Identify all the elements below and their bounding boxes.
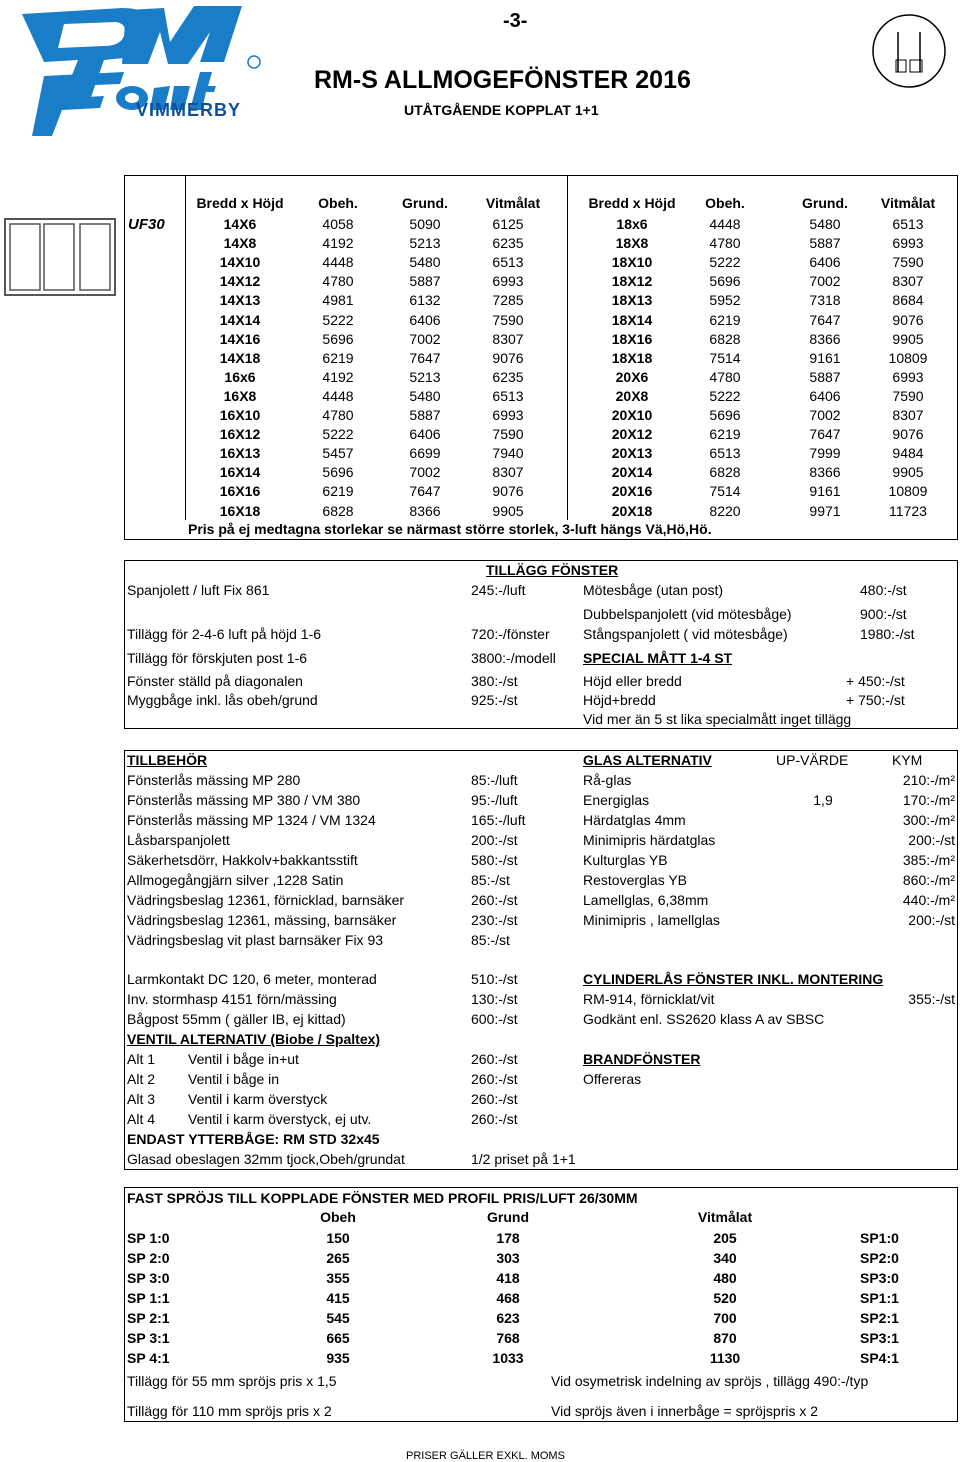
table-cell: 16X16	[219, 483, 261, 499]
tillagg-cell: Tillägg för 2-4-6 luft på höjd 1-6	[127, 626, 322, 642]
table-cell: 10809	[888, 350, 928, 366]
table-cell: 16X18	[219, 503, 261, 519]
table-cell: 7318	[809, 292, 841, 308]
table-cell: 6828	[322, 503, 354, 519]
table-cell: 7514	[709, 483, 741, 499]
brand-text: Offereras	[583, 1071, 642, 1087]
tillbehor-price: 95:-/luft	[471, 792, 518, 808]
tillbehor-price: 85:-/luft	[471, 772, 518, 788]
table-cell: 9484	[892, 445, 924, 461]
tillagg-cell: 720:-/fönster	[471, 626, 550, 642]
column-header: Bredd x Höjd	[588, 195, 676, 211]
glas-item: Lamellglas, 6,38mm	[583, 892, 709, 908]
tillagg-cell: 380:-/st	[471, 673, 518, 689]
table-cell: 4448	[322, 388, 354, 404]
tillbehor-item: Vädringsbeslag vit plast barnsäker Fix 93	[127, 932, 384, 948]
sprojs-column-header: Grund	[487, 1209, 529, 1225]
ventil-desc: Ventil i båge in+ut	[188, 1051, 299, 1067]
ventil-price: 260:-/st	[471, 1071, 518, 1087]
table-cell: 7590	[492, 426, 524, 442]
tillbehor-price: 85:-/st	[471, 872, 510, 888]
tillagg-cell: 900:-/st	[860, 606, 907, 622]
page-number: -3-	[503, 10, 528, 32]
table-cell: 6699	[409, 445, 441, 461]
table-cell: 18X10	[611, 254, 653, 270]
tillbehor-price: 580:-/st	[471, 852, 518, 868]
column-header: Grund.	[802, 195, 848, 211]
window-diagram-icon	[4, 218, 116, 296]
glas-item: Kulturglas YB	[583, 852, 668, 868]
table-cell: 5696	[709, 407, 741, 423]
tillbehor-item: Säkerhetsdörr, Hakkolv+bakkantsstift	[127, 852, 358, 868]
table-cell: 20X6	[615, 369, 649, 385]
table-cell: 5480	[409, 254, 441, 270]
tillagg-cell: SPECIAL MÅTT 1-4 ST	[583, 650, 733, 666]
tillbehor-item: Vädringsbeslag 12361, förnicklad, barnsäker	[127, 892, 405, 908]
table-cell: 5887	[409, 273, 441, 289]
table-cell: 9076	[892, 426, 924, 442]
table-cell: 8366	[809, 464, 841, 480]
table-cell: 5222	[322, 312, 354, 328]
glas-price: 210:-/m²	[902, 772, 955, 788]
tillbehor-item: Fönsterlås mässing MP 380 / VM 380	[127, 792, 361, 808]
table-cell: 16X13	[219, 445, 261, 461]
table-cell: 18X18	[611, 350, 653, 366]
table-cell: 10809	[888, 483, 928, 499]
tillagg-title: TILLÄGG FÖNSTER	[486, 562, 619, 578]
sprojs-row-code: SP1:1	[860, 1290, 899, 1306]
model-label: UF30	[128, 216, 165, 233]
table-cell: 6828	[709, 464, 741, 480]
ventil-desc: Ventil i båge in	[188, 1071, 280, 1087]
table-cell: 7647	[809, 426, 841, 442]
table-cell: 9161	[809, 350, 841, 366]
ventil-alt: Alt 4	[127, 1111, 156, 1127]
ventil-desc: Ventil i karm överstyck, ej utv.	[188, 1111, 372, 1127]
tillbehor-item: Vädringsbeslag 12361, mässing, barnsäker	[127, 912, 397, 928]
table-cell: 16x6	[224, 369, 256, 385]
table-cell: 8366	[409, 503, 441, 519]
brand-title: BRANDFÖNSTER	[583, 1051, 701, 1067]
sprojs-cell: 935	[326, 1350, 350, 1366]
glas-price: 860:-/m²	[902, 872, 955, 888]
sprojs-row-label: SP 2:1	[127, 1310, 170, 1326]
sprojs-row-label: SP 1:0	[127, 1230, 170, 1246]
table-cell: 9076	[492, 350, 524, 366]
glas-price: 170:-/m²	[902, 792, 955, 808]
sprojs-column-header: Vitmålat	[697, 1209, 753, 1225]
window-symbol-icon	[870, 12, 948, 90]
page-subtitle: UTÅTGÅENDE KOPPLAT 1+1	[404, 102, 599, 118]
sprojs-note: Vid osymetrisk indelning av spröjs , tillägg 490:-/typ	[551, 1373, 869, 1389]
ventil-alt: Alt 1	[127, 1051, 156, 1067]
tillagg-cell: Mötesbåge (utan post)	[583, 582, 724, 598]
table-cell: 9905	[492, 503, 524, 519]
sprojs-cell: 870	[713, 1330, 737, 1346]
tillbehor-item: Fönsterlås mässing MP 280	[127, 772, 301, 788]
glas-item: Restoverglas YB	[583, 872, 688, 888]
sprojs-row-code: SP3:0	[860, 1270, 899, 1286]
column-header: Obeh.	[318, 195, 358, 211]
table-cell: 5887	[809, 369, 841, 385]
sprojs-row-label: SP 1:1	[127, 1290, 170, 1306]
table-cell: 5887	[809, 235, 841, 251]
table-cell: 4192	[322, 369, 354, 385]
sprojs-cell: 545	[326, 1310, 350, 1326]
glas-item: Minimipris härdatglas	[583, 832, 716, 848]
tillagg-cell: 3800:-/modell	[471, 650, 556, 666]
table-cell: 20X10	[611, 407, 653, 423]
table-cell: 6993	[892, 235, 924, 251]
table-cell: 6513	[492, 254, 524, 270]
sprojs-cell: 700	[713, 1310, 737, 1326]
table-cell: 9076	[892, 312, 924, 328]
sprojs-cell: 303	[496, 1250, 520, 1266]
table-cell: 7647	[409, 483, 441, 499]
ventil-alt: Alt 3	[127, 1091, 156, 1107]
table-cell: 5213	[409, 369, 441, 385]
table-cell: 6219	[709, 312, 741, 328]
table-cell: 7647	[409, 350, 441, 366]
tillagg-cell: Spanjolett / luft Fix 861	[127, 582, 270, 598]
table-cell: 6132	[409, 292, 441, 308]
tillbehor-item: Låsbarspanjolett	[127, 832, 230, 848]
table-cell: 6406	[409, 426, 441, 442]
rm-fonster-logo	[4, 2, 262, 142]
table-cell: 5480	[809, 216, 841, 232]
endast-title: ENDAST YTTERBÅGE: RM STD 32x45	[127, 1131, 380, 1147]
cylinder-price: 355:-/st	[908, 991, 955, 1007]
table-cell: 9161	[809, 483, 841, 499]
column-header: Grund.	[402, 195, 448, 211]
sprojs-cell: 205	[713, 1230, 737, 1246]
tillbehor-price: 200:-/st	[471, 832, 518, 848]
table-cell: 4448	[709, 216, 741, 232]
table-cell: 6235	[492, 235, 524, 251]
table-cell: 8307	[492, 464, 524, 480]
table-cell: 20X12	[611, 426, 653, 442]
table-cell: 14X8	[223, 235, 257, 251]
table-cell: 14X13	[219, 292, 261, 308]
table-cell: 5222	[709, 388, 741, 404]
glas-uvarde: 1,9	[813, 792, 833, 808]
table-cell: 6993	[492, 407, 524, 423]
table-cell: 5952	[709, 292, 741, 308]
sprojs-cell: 468	[496, 1290, 520, 1306]
table-cell: 14X14	[219, 312, 261, 328]
table-cell: 16X8	[223, 388, 257, 404]
tillagg-cell: Höjd+bredd	[583, 692, 656, 708]
table-cell: 4780	[709, 369, 741, 385]
table-cell: 8366	[809, 331, 841, 347]
table-cell: 6235	[492, 369, 524, 385]
ventil-price: 260:-/st	[471, 1111, 518, 1127]
table-cell: 5222	[322, 426, 354, 442]
tillagg-cell: Höjd eller bredd	[583, 673, 682, 689]
glas-item: Rå-glas	[583, 772, 632, 788]
sprojs-cell: 520	[713, 1290, 737, 1306]
table-cell: 14X6	[223, 216, 257, 232]
table-cell: 9076	[492, 483, 524, 499]
table-cell: 6828	[709, 331, 741, 347]
table-cell: 5696	[322, 464, 354, 480]
column-header: Obeh.	[705, 195, 745, 211]
table-cell: 7285	[492, 292, 524, 308]
sprojs-cell: 340	[713, 1250, 737, 1266]
table-cell: 9971	[809, 503, 841, 519]
tillagg-cell: Vid mer än 5 st lika specialmått inget tillägg	[583, 711, 852, 727]
tillagg-cell: Tillägg för förskjuten post 1-6	[127, 650, 308, 666]
ventil-price: 260:-/st	[471, 1051, 518, 1067]
tillbehor-price: 260:-/st	[471, 892, 518, 908]
tillbehor-item: Larmkontakt DC 120, 6 meter, monterad	[127, 971, 377, 987]
table-cell: 4448	[322, 254, 354, 270]
table-cell: 7002	[409, 464, 441, 480]
table-cell: 5696	[322, 331, 354, 347]
table-cell: 6406	[809, 254, 841, 270]
table-cell: 6219	[709, 426, 741, 442]
ventil-desc: Ventil i karm överstyck	[188, 1091, 328, 1107]
table-cell: 6513	[492, 388, 524, 404]
table-cell: 5887	[409, 407, 441, 423]
table-cell: 5222	[709, 254, 741, 270]
table-cell: 14X12	[219, 273, 261, 289]
sprojs-note: Vid spröjs även i innerbåge = spröjspris x 2	[551, 1403, 819, 1419]
sprojs-row-label: SP 3:0	[127, 1270, 170, 1286]
table-cell: 8684	[892, 292, 924, 308]
tillbehor-item: Fönsterlås mässing MP 1324 / VM 1324	[127, 812, 376, 828]
tillagg-cell: 1980:-/st	[860, 626, 915, 642]
table-cell: 7647	[809, 312, 841, 328]
tillbehor-price: 85:-/st	[471, 932, 510, 948]
table-cell: 8307	[892, 273, 924, 289]
table-cell: 5090	[409, 216, 441, 232]
table-cell: 9905	[892, 331, 924, 347]
glas-item: Minimipris , lamellglas	[583, 912, 720, 928]
sprojs-cell: 415	[326, 1290, 350, 1306]
sprojs-cell: 355	[326, 1270, 350, 1286]
cylinder-item: Godkänt enl. SS2620 klass A av SBSC	[583, 1011, 825, 1027]
sprojs-row-code: SP1:0	[860, 1230, 899, 1246]
sprojs-row-code: SP4:1	[860, 1350, 899, 1366]
table-cell: 7999	[809, 445, 841, 461]
table-cell: 16X14	[219, 464, 261, 480]
tillbehor-price: 230:-/st	[471, 912, 518, 928]
cylinder-item: CYLINDERLÅS FÖNSTER INKL. MONTERING	[583, 971, 884, 987]
column-header: Bredd x Höjd	[196, 195, 284, 211]
table-cell: 8307	[892, 407, 924, 423]
table-cell: 18X14	[611, 312, 653, 328]
table-cell: 18X12	[611, 273, 653, 289]
column-header: Vitmålat	[880, 195, 936, 211]
table-cell: 20X16	[611, 483, 653, 499]
ventil-price: 260:-/st	[471, 1091, 518, 1107]
sprojs-note: Tillägg för 110 mm spröjs pris x 2	[127, 1403, 332, 1419]
table-cell: 7002	[409, 331, 441, 347]
table-cell: 7940	[492, 445, 524, 461]
tillagg-cell: + 750:-/st	[846, 692, 905, 708]
table-cell: 7590	[892, 254, 924, 270]
table-cell: 9905	[892, 464, 924, 480]
sprojs-row-code: SP3:1	[860, 1330, 899, 1346]
sprojs-cell: 480	[713, 1270, 737, 1286]
sprojs-cell: 768	[496, 1330, 520, 1346]
sprojs-row-label: SP 3:1	[127, 1330, 170, 1346]
tillbehor-price: 510:-/st	[471, 971, 518, 987]
sprojs-title: FAST SPRÖJS TILL KOPPLADE FÖNSTER MED PROFIL PRIS/LUFT 26/30MM	[127, 1190, 638, 1206]
table-cell: 7514	[709, 350, 741, 366]
sprojs-column-header: Obeh	[320, 1209, 356, 1225]
table-cell: 4981	[322, 292, 354, 308]
sprojs-cell: 150	[326, 1230, 350, 1246]
tillagg-cell: Stångspanjolett ( vid mötesbåge)	[583, 626, 788, 642]
price-table-footnote: Pris på ej medtagna storlekar se närmast större storlek, 3-luft hängs Vä,Hö,Hö.	[188, 521, 712, 537]
glas-price: 200:-/st	[908, 832, 955, 848]
sprojs-row-code: SP2:1	[860, 1310, 899, 1326]
tillagg-cell: 925:-/st	[471, 692, 518, 708]
kym-header: KYM	[892, 752, 923, 768]
table-cell: 18x6	[616, 216, 648, 232]
page-title: RM-S ALLMOGEFÖNSTER 2016	[314, 66, 691, 94]
glas-price: 300:-/m²	[902, 812, 955, 828]
table-cell: 14X10	[219, 254, 261, 270]
glas-item: Energiglas	[583, 792, 650, 808]
tillagg-cell: Dubbelspanjolett (vid mötesbåge)	[583, 606, 792, 622]
table-cell: 6219	[322, 350, 354, 366]
table-cell: 5457	[322, 445, 354, 461]
table-cell: 4780	[322, 273, 354, 289]
uvarde-header: UP-VÄRDE	[776, 752, 849, 768]
table-cell: 16X12	[219, 426, 261, 442]
table-cell: 6513	[892, 216, 924, 232]
footer-note: PRISER GÄLLER EXKL. MOMS	[406, 1450, 565, 1462]
tillagg-cell: + 450:-/st	[846, 673, 905, 689]
table-cell: 4780	[709, 235, 741, 251]
tillbehor-item: Allmogegångjärn silver ,1228 Satin	[127, 872, 344, 888]
table-cell: 7002	[809, 273, 841, 289]
tillbehor-item: Bågpost 55mm ( gäller IB, ej kittad)	[127, 1011, 346, 1027]
table-cell: 20X18	[611, 503, 653, 519]
ventil-alt: Alt 2	[127, 1071, 156, 1087]
table-cell: 8307	[492, 331, 524, 347]
table-cell: 6406	[809, 388, 841, 404]
table-cell: 6125	[492, 216, 524, 232]
table-cell: 6406	[409, 312, 441, 328]
table-cell: 11723	[889, 503, 927, 519]
table-cell: 7002	[809, 407, 841, 423]
sprojs-cell: 1130	[709, 1350, 741, 1366]
tillbehor-price: 130:-/st	[471, 991, 518, 1007]
table-cell: 5696	[709, 273, 741, 289]
table-cell: 6513	[709, 445, 741, 461]
logo-subtitle: VIMMERBY	[136, 100, 242, 120]
sprojs-cell: 1033	[492, 1350, 524, 1366]
sprojs-cell: 665	[326, 1330, 350, 1346]
tillagg-cell: Fönster ställd på diagonalen	[127, 673, 303, 689]
sprojs-cell: 178	[496, 1230, 520, 1246]
table-cell: 14X18	[219, 350, 261, 366]
table-cell: 4058	[322, 216, 354, 232]
table-cell: 6993	[492, 273, 524, 289]
table-cell: 18X8	[615, 235, 649, 251]
glas-price: 200:-/st	[908, 912, 955, 928]
table-cell: 18X13	[611, 292, 653, 308]
table-cell: 7590	[492, 312, 524, 328]
cylinder-item: RM-914, förnicklat/vit	[583, 991, 715, 1007]
tillbehor-item: Inv. stormhasp 4151 förn/mässing	[127, 991, 337, 1007]
endast-text: Glasad obeslagen 32mm tjock,Obeh/grundat	[127, 1151, 405, 1167]
tillbehor-price: 600:-/st	[471, 1011, 518, 1027]
sprojs-row-code: SP2:0	[860, 1250, 899, 1266]
endast-price: 1/2 priset på 1+1	[471, 1151, 576, 1167]
table-cell: 18X16	[611, 331, 653, 347]
table-cell: 4192	[322, 235, 354, 251]
tillbehor-price: 165:-/luft	[471, 812, 526, 828]
glas-price: 385:-/m²	[902, 852, 955, 868]
glas-price: 440:-/m²	[902, 892, 955, 908]
table-cell: 6219	[322, 483, 354, 499]
glas-title: GLAS ALTERNATIV	[583, 752, 712, 768]
tillagg-cell: Myggbåge inkl. lås obeh/grund	[127, 692, 318, 708]
table-cell: 6993	[892, 369, 924, 385]
sprojs-row-label: SP 4:1	[127, 1350, 170, 1366]
sprojs-cell: 418	[496, 1270, 520, 1286]
tillagg-cell: 245:-/luft	[471, 582, 526, 598]
table-cell: 20X8	[615, 388, 649, 404]
table-cell: 20X13	[611, 445, 653, 461]
tillbehor-title: TILLBEHÖR	[127, 752, 208, 768]
sprojs-cell: 623	[496, 1310, 520, 1326]
table-cell: 4780	[322, 407, 354, 423]
ventil-title: VENTIL ALTERNATIV (Biobe / Spaltex)	[127, 1031, 381, 1047]
table-cell: 5213	[409, 235, 441, 251]
table-cell: 5480	[409, 388, 441, 404]
column-header: Vitmålat	[485, 195, 541, 211]
glas-item: Härdatglas 4mm	[583, 812, 686, 828]
table-cell: 16X10	[219, 407, 261, 423]
sprojs-note: Tillägg för 55 mm spröjs pris x 1,5	[127, 1373, 337, 1389]
table-cell: 7590	[892, 388, 924, 404]
sprojs-row-label: SP 2:0	[127, 1250, 170, 1266]
table-cell: 8220	[709, 503, 741, 519]
table-cell: 14X16	[219, 331, 261, 347]
tillagg-cell: 480:-/st	[860, 582, 907, 598]
sprojs-cell: 265	[326, 1250, 350, 1266]
table-cell: 20X14	[611, 464, 653, 480]
